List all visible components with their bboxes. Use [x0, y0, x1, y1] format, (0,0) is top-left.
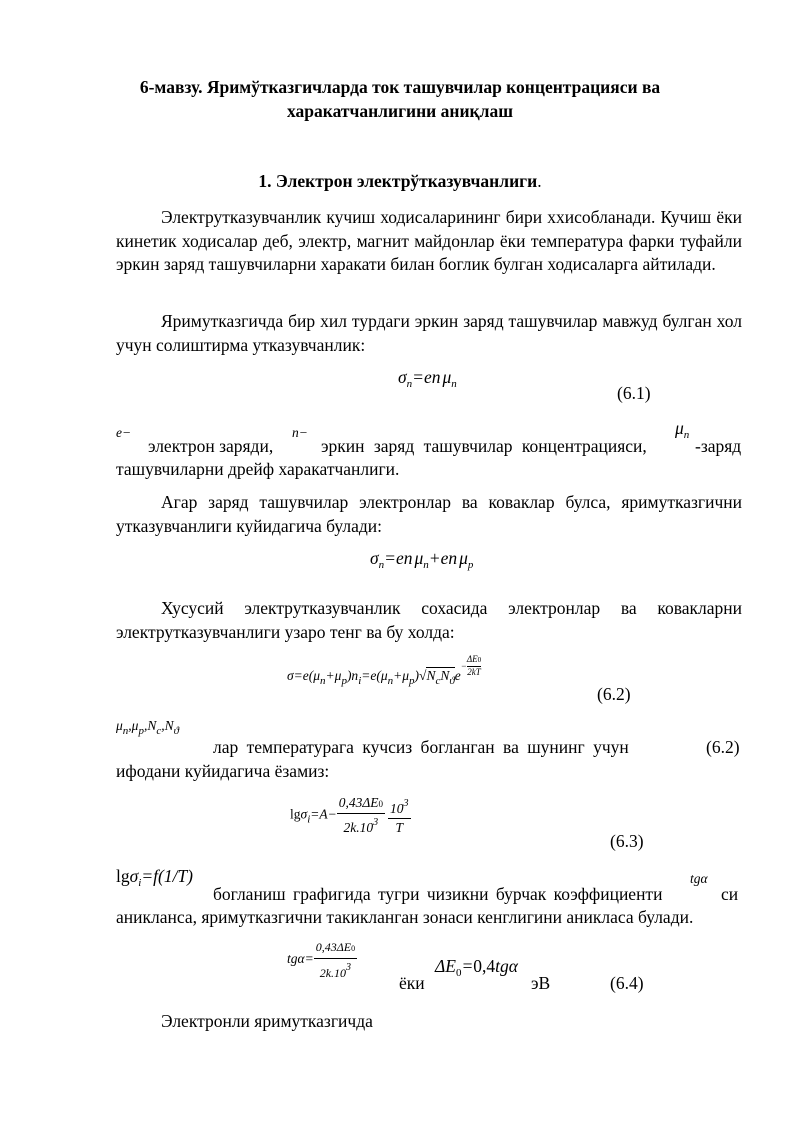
n-description: эркин заряд ташувчилар концентрацияси,: [321, 436, 647, 456]
symbols-mu-n-list: $\mu_n,\mu_p,N_c,N_ϑ$: [116, 718, 180, 737]
equation-6-4-delta-e: $\Delta E_0=0,4tg\alpha$: [435, 956, 518, 979]
equation-6-4-tg: tgα= $\frac{0,43\Delta E0}{2k.10^3}$: [287, 940, 356, 980]
symbol-n: n−: [292, 425, 308, 440]
equation-number-6-1: (6.1): [617, 383, 651, 403]
equation-two-carriers: $\sigma_n=en$ $\mu_n+en$ $\mu_p$: [370, 548, 474, 571]
graph-slope-text: богланиш графигида тугри чизикни бурчак коэффициенти: [213, 884, 663, 904]
section-heading-text: 1. Электрон электрўтказувчанлиги: [258, 171, 538, 191]
equation-6-2: $\sigma=e(\mu_n+\mu_p)n_i=e(\mu_n+\mu_p)√N_cN_ϑe-$ $\frac{\Delta E0}{2kT}$: [287, 654, 482, 688]
paragraph-intrinsic: Хусусий электрутказувчанлик сохасида электронлар ва ковакларни электрутказувчанлиги узаро тенг ва бу холда:: [116, 598, 742, 642]
reference-6-2: (6.2): [706, 737, 740, 757]
equation-number-6-3: (6.3): [610, 831, 644, 851]
paragraph-two-carriers: Агар заряд ташувчилар электронлар ва ковaклар булса, яримутказгични утказувчанлиги куйидагича булади:: [116, 492, 742, 536]
drift-mobility-text: ташувчиларни дрейф харакатчанлиги.: [116, 459, 400, 479]
symbol-e: e−: [116, 425, 132, 440]
symbol-mu-n: $\mu_n$: [675, 418, 690, 441]
or-text: ёки: [399, 973, 425, 993]
temperature-dependence-text: лар температурага кучсиз богланган ва шунинг учун: [213, 737, 629, 757]
band-gap-text: аникланса, яримутказгични такикланган зонаси кенглигини аникласа булади.: [116, 907, 694, 927]
equation-number-6-2: (6.2): [597, 684, 631, 704]
equation-number-6-4: (6.4): [610, 973, 644, 993]
page-title-line2: харакатчанлигини аниқлаш: [287, 101, 513, 121]
paragraph-transport: Электрутказувчанлик кучиш ходисаларининг бири ххисобланади. Кучиш ёки кинетик ходисалар деб, электр, магнит майдонлар ёки температура фарки туфайли эркин заряд ташувчиларни харакати билан боглик булган ходисаларга айтилади.: [116, 207, 742, 275]
slope-suffix: си: [721, 884, 739, 904]
equation-lg-sigma-inverse-t: lgσ$_i$=f(1/T): [116, 866, 193, 889]
symbol-tg-alpha: tgα: [690, 871, 708, 886]
equation-6-1: $\sigma_n=en$ $\mu_n$: [398, 367, 457, 390]
page-title-line1: 6-мавзу. Яримўтказгичларда ток ташувчилар концентрацияси ва: [139, 77, 661, 97]
mu-description: -заряд: [695, 436, 742, 456]
rewrite-text: ифодани куйидагича ёзамиз:: [116, 761, 330, 781]
paragraph-electron-semiconductor: Электронли яримутказгичда: [161, 1011, 373, 1031]
section-heading-dot: .: [537, 171, 542, 191]
paragraph-conductivity-intro: Яримутказгичда бир хил турдаги эркин заряд ташувчилар мавжуд булган хол учун солиштирма утказувчанлик:: [116, 311, 742, 355]
unit-ev: эВ: [531, 973, 551, 993]
section-heading: [0, 171, 800, 192]
equation-6-3: lgσ$_i$=A− $\frac{0,43\Delta E0}{2k.10^3}$ $\frac{10^3}{T}$: [290, 795, 409, 835]
e-description: электрон заряди,: [148, 436, 274, 456]
